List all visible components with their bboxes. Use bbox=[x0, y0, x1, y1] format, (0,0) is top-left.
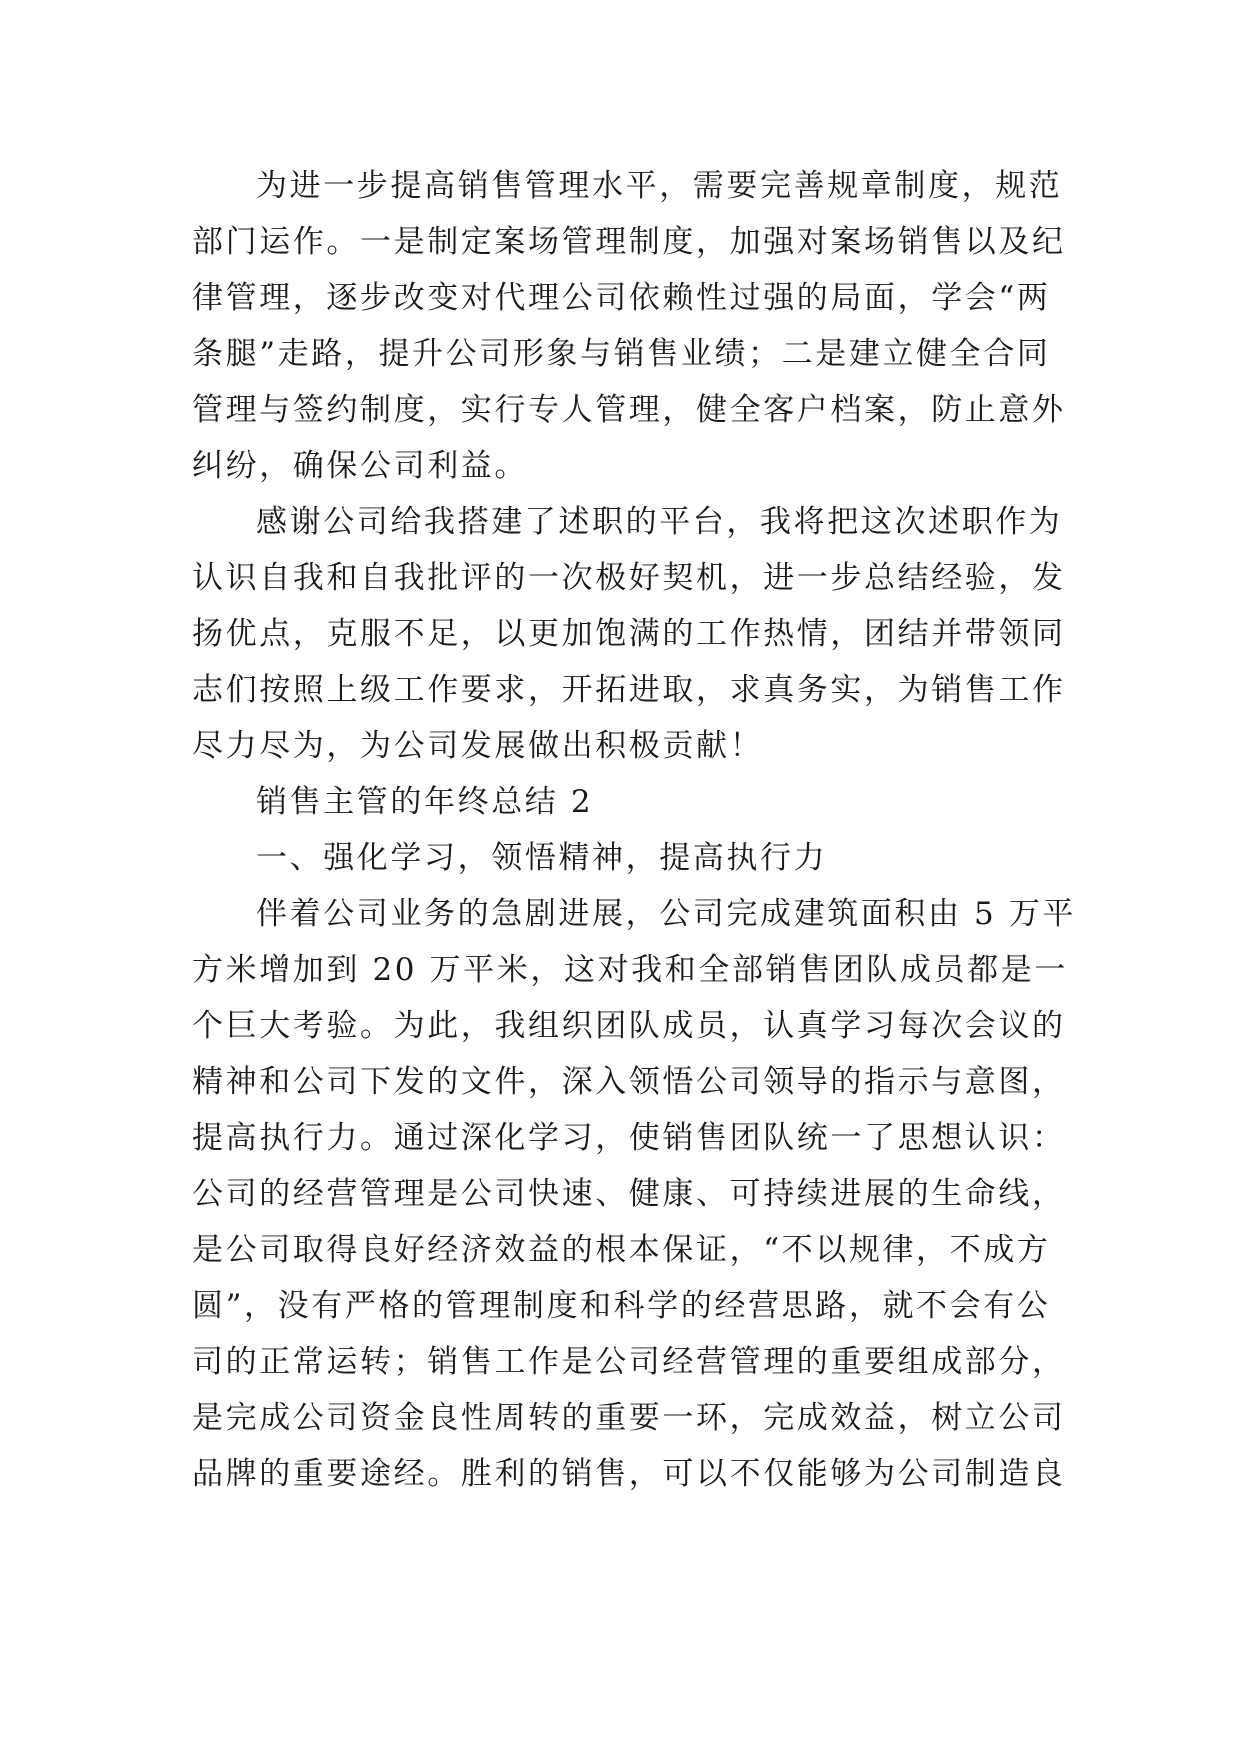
text-line: 圆”，没有严格的管理制度和科学的经营思路，就不会有公 bbox=[192, 1288, 1051, 1324]
text-line: 部门运作。一是制定案场管理制度，加强对案场销售以及纪 bbox=[192, 224, 1066, 260]
text-line: 条腿”走路，提升公司形象与销售业绩；二是建立健全合同 bbox=[192, 336, 1051, 372]
paragraph-thanks bbox=[192, 494, 1066, 774]
section-title bbox=[192, 774, 1052, 830]
text-line: 尽力尽为，为公司发展做出积极贡献！ bbox=[192, 728, 764, 764]
text-line: 感谢公司给我搭建了述职的平台，我将把这次述职作为 bbox=[256, 504, 1063, 540]
text-line: 志们按照上级工作要求，开拓进取，求真务实，为销售工作 bbox=[192, 672, 1066, 708]
text-line: 公司的经营管理是公司快速、健康、可持续进展的生命线， bbox=[192, 1176, 1066, 1212]
text-line: 管理与签约制度，实行专人管理，健全客户档案，防止意外 bbox=[192, 392, 1066, 428]
text-line: 纠纷，确保公司利益。 bbox=[192, 448, 528, 484]
text-line: 精神和公司下发的文件，深入领悟公司领导的指示与意图， bbox=[192, 1064, 1066, 1100]
paragraph-management-rules bbox=[192, 158, 1066, 494]
text-line: 扬优点，克服不足，以更加饱满的工作热情，团结并带领同 bbox=[192, 616, 1066, 652]
text-line: 为进一步提高销售管理水平，需要完善规章制度，规范 bbox=[256, 168, 1063, 204]
text-line: 销售主管的年终总结 2 bbox=[256, 784, 594, 820]
text-line: 一、强化学习，领悟精神，提高执行力 bbox=[256, 840, 828, 876]
text-line: 伴着公司业务的急剧进展，公司完成建筑面积由 5 万平 bbox=[256, 896, 1077, 932]
text-line: 方米增加到 20 万平米，这对我和全部销售团队成员都是一 bbox=[192, 952, 1068, 988]
section-heading-1 bbox=[192, 830, 1052, 886]
text-line: 个巨大考验。为此，我组织团队成员，认真学习每次会议的 bbox=[192, 1008, 1066, 1044]
text-line: 提高执行力。通过深化学习，使销售团队统一了思想认识： bbox=[192, 1120, 1066, 1156]
text-line: 品牌的重要途经。胜利的销售，可以不仅能够为公司制造良 bbox=[192, 1456, 1066, 1492]
paragraph-study bbox=[192, 886, 1077, 1502]
text-line: 是公司取得良好经济效益的根本保证，“不以规律，不成方 bbox=[192, 1232, 1051, 1268]
text-line: 律管理，逐步改变对代理公司依赖性过强的局面，学会“两 bbox=[192, 280, 1051, 316]
text-line: 司的正常运转；销售工作是公司经营管理的重要组成部分， bbox=[192, 1344, 1066, 1380]
document-body bbox=[192, 158, 1077, 1502]
text-line: 是完成公司资金良性周转的重要一环，完成效益，树立公司 bbox=[192, 1400, 1066, 1436]
text-line: 认识自我和自我批评的一次极好契机，进一步总结经验，发 bbox=[192, 560, 1066, 596]
